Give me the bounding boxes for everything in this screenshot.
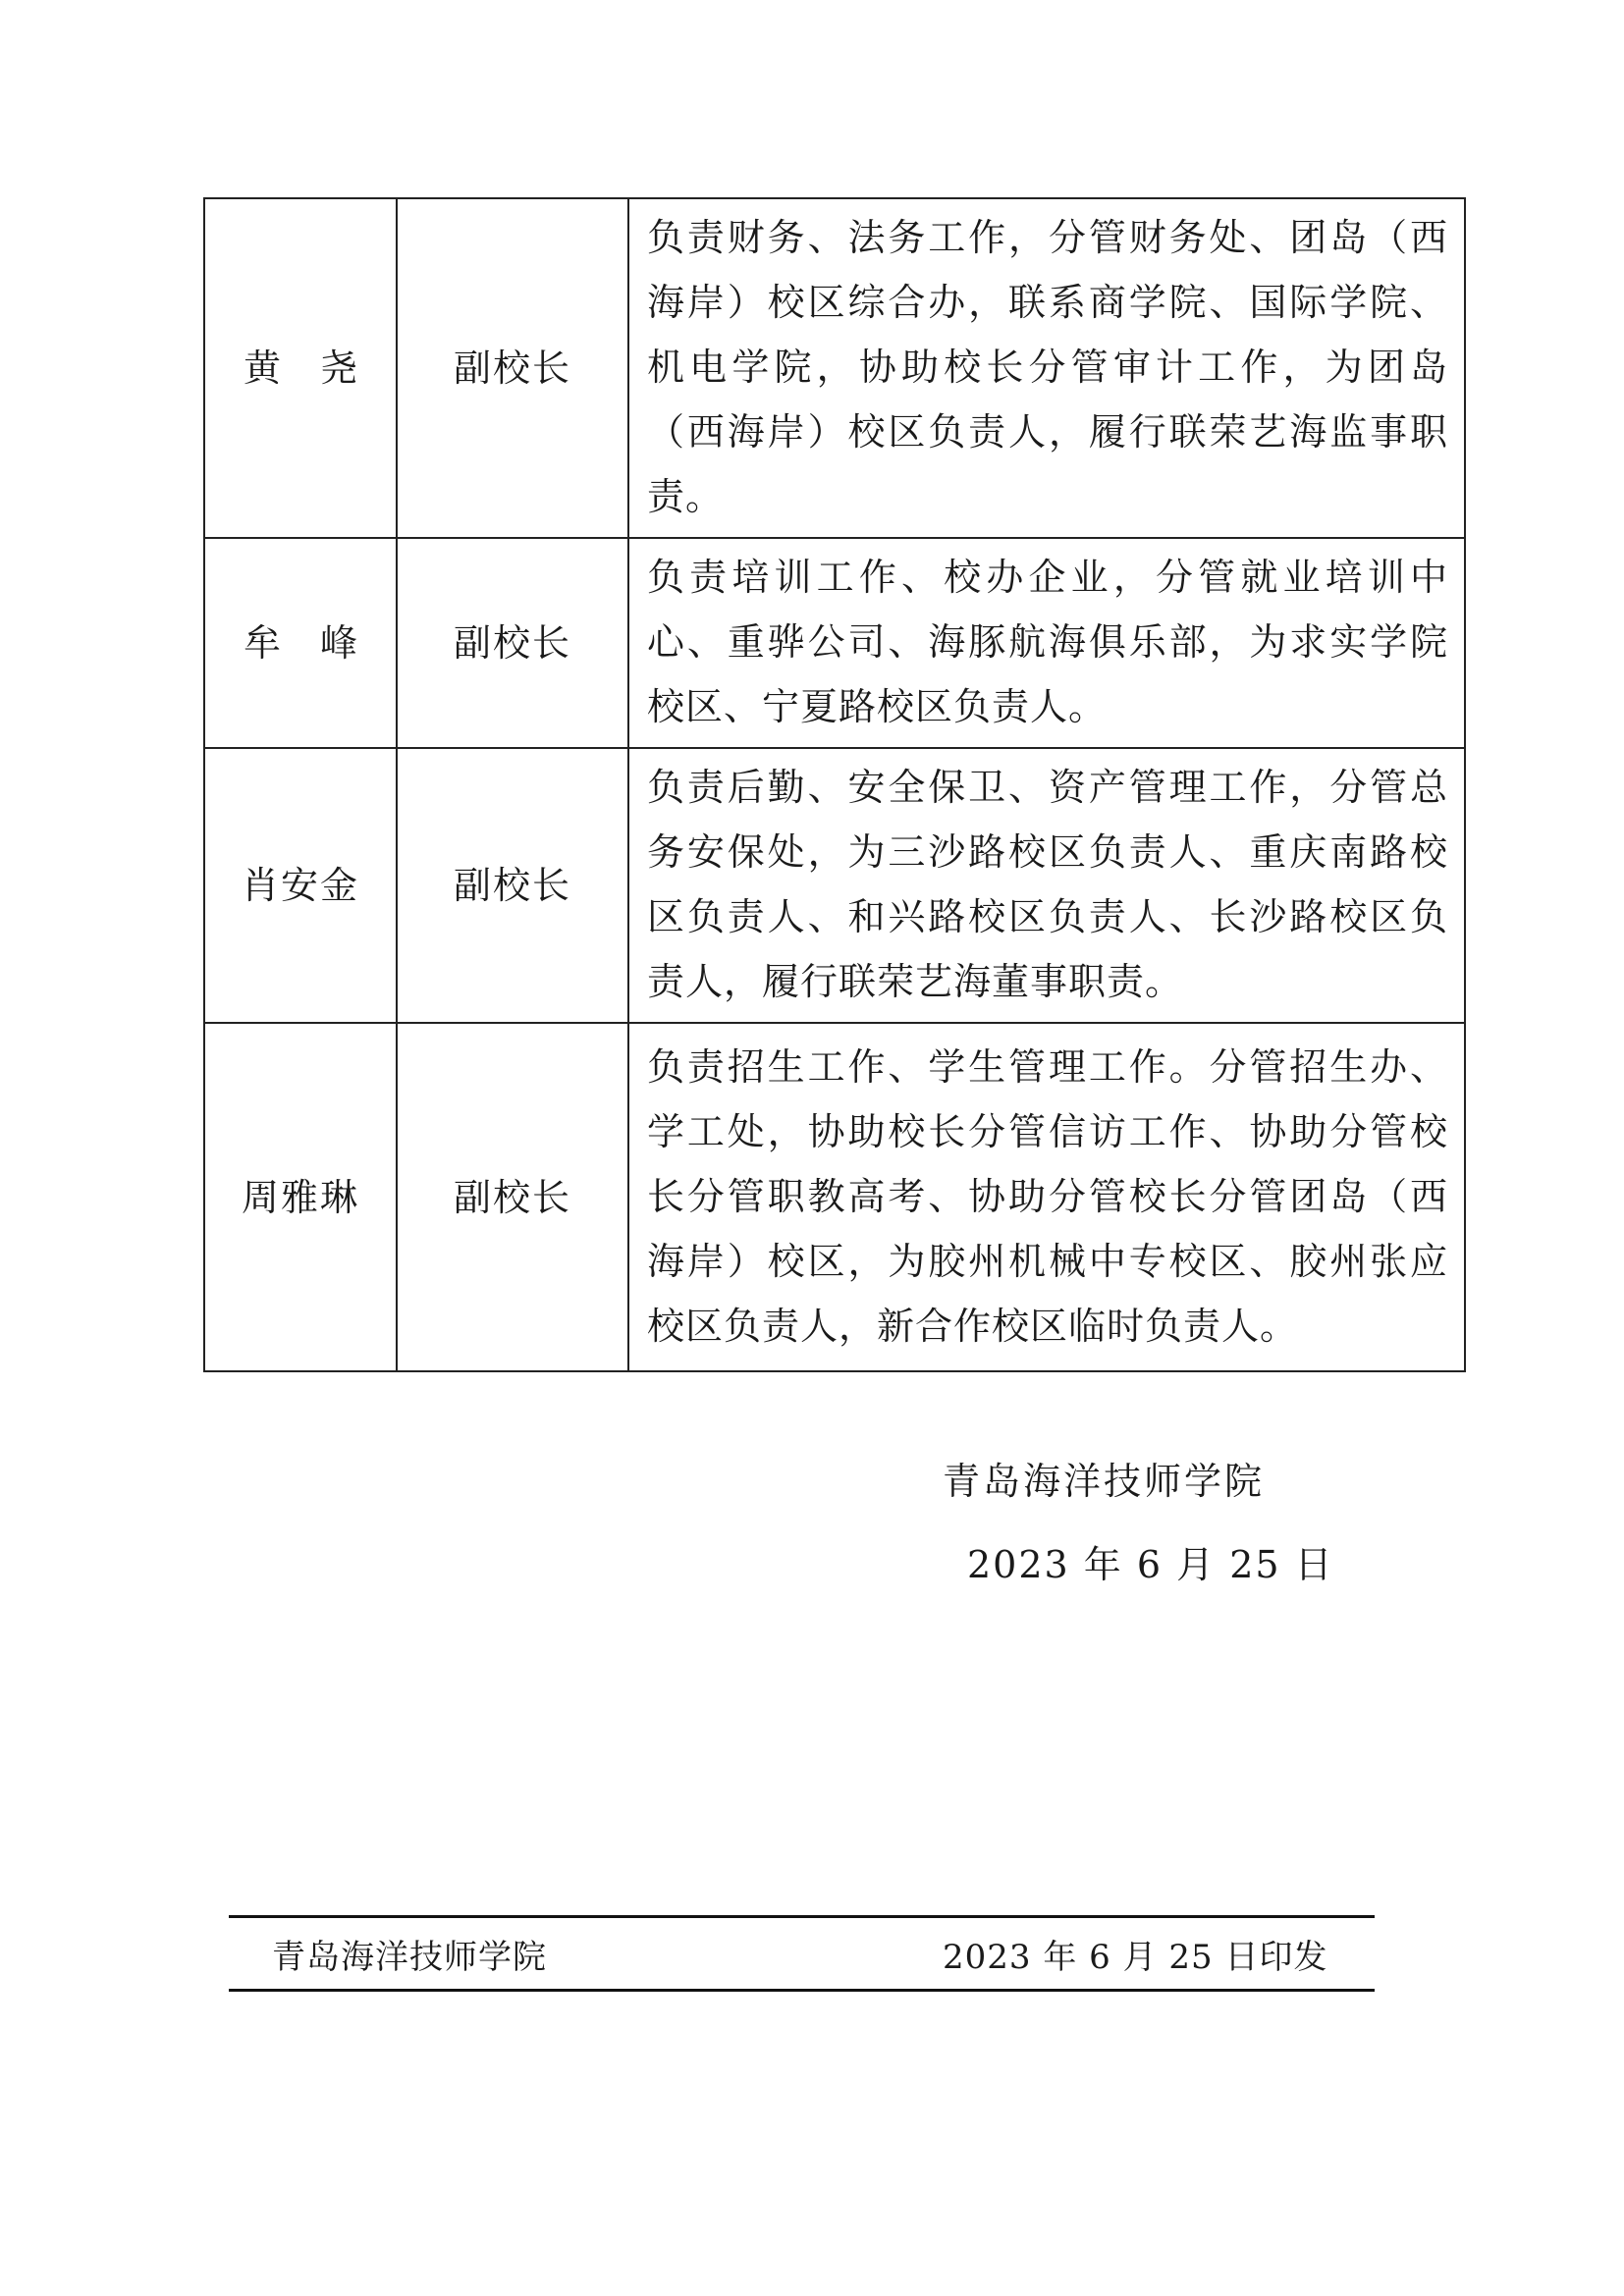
leader-name: 牟峰 [243,621,398,665]
leader-title: 副校长 [397,1023,628,1371]
signature-organization: 青岛海洋技师学院 [943,1460,1266,1503]
leader-name-cell [204,198,397,538]
leader-name-cell [204,538,397,748]
leader-duty: 负责后勤、安全保卫、资产管理工作，分管总务安保处，为三沙路校区负责人、重庆南路校区负责人、和兴路校区负责人、长沙路校区负责人，履行联荣艺海董事职责。 [628,748,1465,1023]
signature-date: 2023 年 6 月 25 日 [967,1543,1334,1586]
table-row [204,198,1465,538]
leader-name: 肖安金 [204,748,397,1023]
table-row [204,748,1465,1023]
leadership-duty-table [203,197,1466,1372]
footer-divider-top [229,1915,1375,1918]
leader-duty: 负责招生工作、学生管理工作。分管招生办、学工处，协助校长分管信访工作、协助分管校长分管职教高考、协助分管校长分管团岛（西海岸）校区，为胶州机械中专校区、胶州张应校区负责人，新合作校区临时负责人。 [628,1023,1465,1371]
leader-title: 副校长 [397,748,628,1023]
footer-issue-date: 2023 年 6 月 25 日印发 [943,1938,1328,1977]
leader-name: 周雅琳 [204,1023,397,1371]
leader-title: 副校长 [397,538,628,748]
table-row [204,1023,1465,1371]
leader-duty: 负责财务、法务工作，分管财务处、团岛（西海岸）校区综合办，联系商学院、国际学院、机电学院，协助校长分管审计工作，为团岛（西海岸）校区负责人，履行联荣艺海监事职责。 [628,198,1465,538]
footer-divider-bottom [229,1989,1375,1992]
leader-title: 副校长 [397,198,628,538]
leader-name: 黄尧 [243,347,398,390]
footer-organization: 青岛海洋技师学院 [272,1938,547,1977]
leader-duty: 负责培训工作、校办企业，分管就业培训中心、重骅公司、海豚航海俱乐部，为求实学院校区、宁夏路校区负责人。 [628,538,1465,748]
table-row [204,538,1465,748]
